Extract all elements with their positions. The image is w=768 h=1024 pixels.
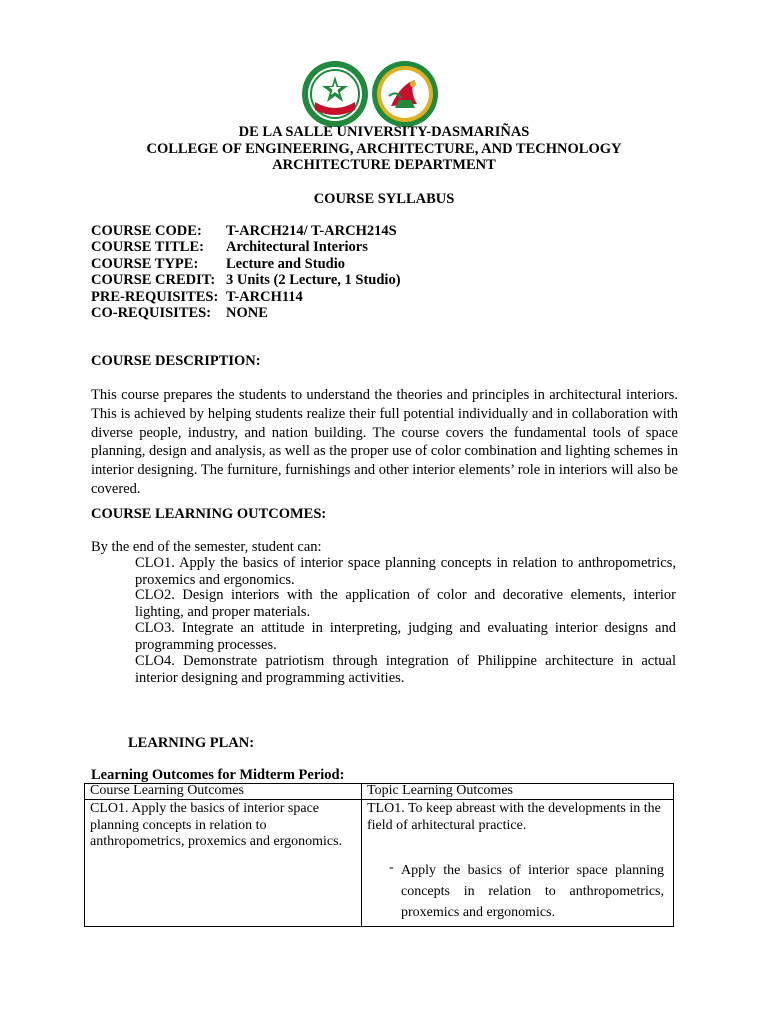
corequisites-label: CO-REQUISITES: bbox=[91, 305, 212, 321]
outcomes-intro: By the end of the semester, student can: bbox=[91, 539, 322, 555]
course-credit-value: 3 Units (2 Lecture, 1 Studio) bbox=[226, 272, 401, 288]
university-name: DE LA SALLE UNIVERSITY-DASMARIÑAS bbox=[238, 124, 530, 140]
corequisites-value: NONE bbox=[226, 305, 268, 321]
course-description-heading: COURSE DESCRIPTION: bbox=[91, 353, 261, 369]
prerequisites-value: T-ARCH114 bbox=[226, 289, 303, 305]
midterm-heading: Learning Outcomes for Midterm Period: bbox=[91, 767, 345, 783]
clo1-item: CLO1. Apply the basics of interior space planning concepts in relation to anthropometrics, proxemics and ergonomics. bbox=[135, 555, 676, 588]
table-bullet-dash: - bbox=[389, 860, 394, 875]
clo2-item: CLO2. Design interiors with the application of color and decorative elements, interior lighting, and proper materials. bbox=[135, 587, 676, 620]
course-type-label: COURSE TYPE: bbox=[91, 256, 199, 272]
table-cell-clo1: CLO1. Apply the basics of interior space planning concepts in relation to anthropometrics, proxemics and ergonomics. bbox=[90, 801, 343, 849]
learning-plan-heading: LEARNING PLAN: bbox=[128, 735, 255, 751]
college-name: COLLEGE OF ENGINEERING, ARCHITECTURE, AND TECHNOLOGY bbox=[146, 141, 622, 157]
course-title-value: Architectural Interiors bbox=[226, 239, 368, 255]
learning-outcomes-heading: COURSE LEARNING OUTCOMES: bbox=[91, 506, 327, 522]
college-seal-icon bbox=[371, 60, 439, 128]
table-cell-tlo1: TLO1. To keep abreast with the developments in the field of arhitectural practice. bbox=[367, 801, 661, 833]
table-bullet-text: Apply the basics of interior space planning concepts in relation to anthropometrics, proxemics and ergonomics. bbox=[401, 863, 664, 920]
course-description-text: This course prepares the students to understand the theories and principles in architectural interiors. This is achieved by helping students realize their full potential individually and in collaboration with diverse people, industry, and nation building. The course covers the fundamental tools of space planning, design and analysis, as well as the proper use of color combination and lighting schemes in interior designing. The furniture, furnishings and other interior elements’ role in interiors will also be covered. bbox=[91, 387, 678, 497]
department-name: ARCHITECTURE DEPARTMENT bbox=[272, 157, 496, 173]
course-code-label: COURSE CODE: bbox=[91, 223, 202, 239]
course-code-value: T-ARCH214/ T-ARCH214S bbox=[226, 223, 397, 239]
clo3-item: CLO3. Integrate an attitude in interpreting, judging and evaluating interior designs and programming processes. bbox=[135, 620, 676, 653]
table-column-divider bbox=[361, 784, 362, 926]
document-title: COURSE SYLLABUS bbox=[313, 191, 455, 207]
university-seal-icon bbox=[301, 60, 369, 128]
course-title-label: COURSE TITLE: bbox=[91, 239, 204, 255]
clo4-item: CLO4. Demonstrate patriotism through integration of Philippine architecture in actual interior designing and programming activities. bbox=[135, 653, 676, 686]
prerequisites-label: PRE-REQUISITES: bbox=[91, 289, 219, 305]
table-header-tlo: Topic Learning Outcomes bbox=[367, 783, 513, 798]
course-type-value: Lecture and Studio bbox=[226, 256, 345, 272]
table-header-clo: Course Learning Outcomes bbox=[90, 783, 244, 798]
course-credit-label: COURSE CREDIT: bbox=[91, 272, 216, 288]
